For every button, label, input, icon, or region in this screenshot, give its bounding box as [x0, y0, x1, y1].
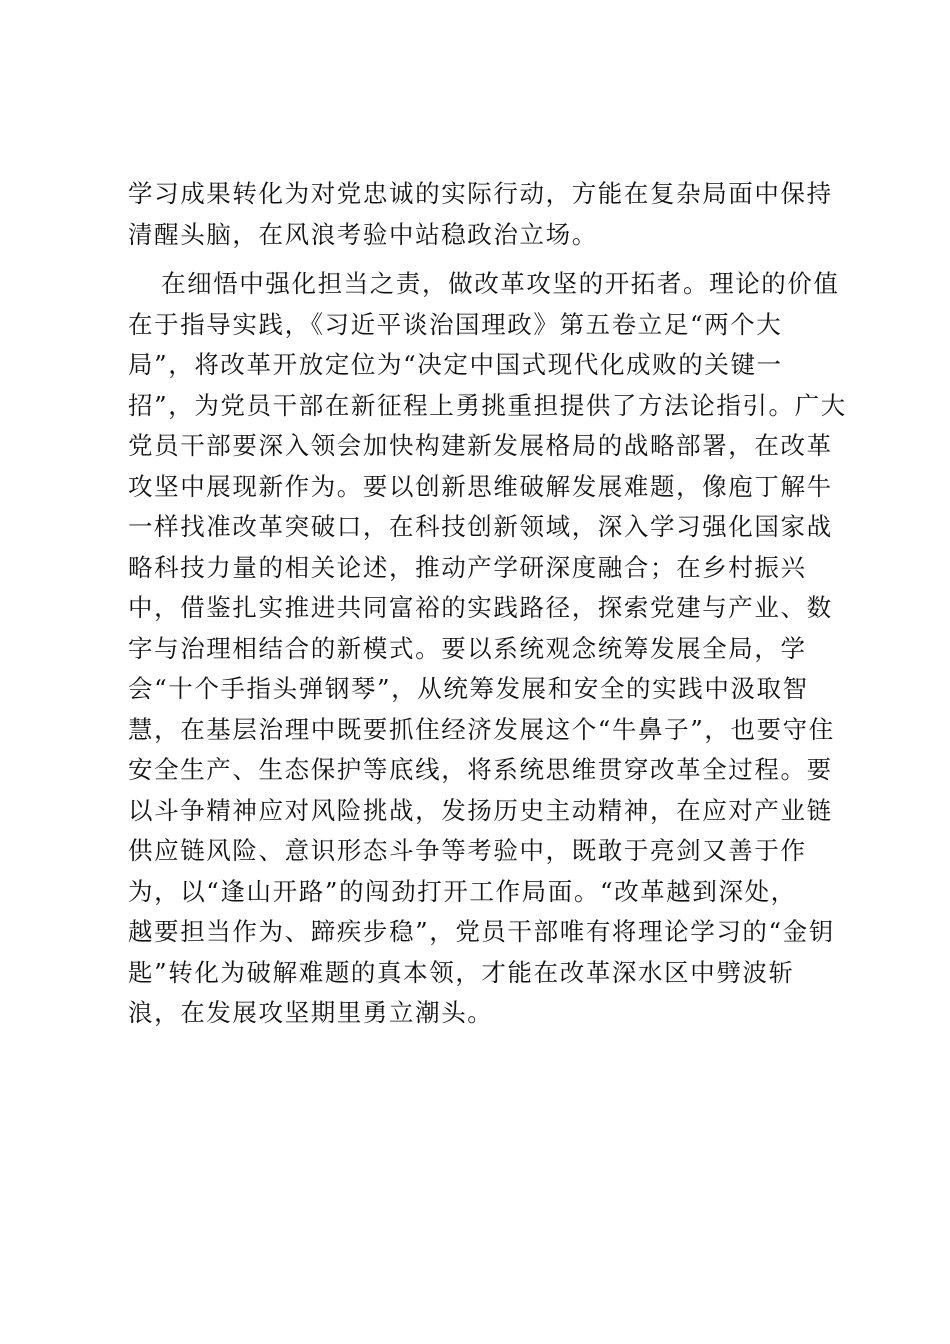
paragraph-2-line: 字与治理相结合的新模式。要以系统观念统筹发展全局，学: [128, 633, 807, 663]
paragraph-2-line: 供应链风险、意识形态斗争等考验中，既敢于亮剑又善于作: [128, 836, 807, 865]
paragraph-2-line: 安全生产、生态保护等底线，将系统思维贯穿改革全过程。要: [128, 755, 833, 784]
paragraph-2-line: 越要担当作为、蹄疾步稳”，党员干部唯有将理论学习的“金钥: [128, 917, 835, 946]
paragraph-2-line: 党员干部要深入领会加快构建新发展格局的战略部署，在改革: [128, 431, 833, 460]
paragraph-1: [128, 174, 833, 255]
paragraph-2-line: 为，以“逢山开路”的闯劲打开工作局面。“改革越到深处，: [128, 876, 797, 906]
paragraph-1-line: 清醒头脑，在风浪考验中站稳政治立场。: [128, 219, 598, 249]
paragraph-2-line: 匙”转化为破解难题的真本领，才能在改革深水区中劈波斩: [128, 957, 795, 987]
paragraph-2-line: 攻坚中展现新作为。要以创新思维破解发展难题，像庖丁解牛: [128, 471, 833, 501]
paragraph-2-line: 略科技力量的相关论述，推动产学研深度融合；在乡村振兴: [128, 552, 807, 582]
paragraph-1-line: 学习成果转化为对党忠诚的实际行动，方能在复杂局面中保持: [128, 179, 833, 208]
paragraph-2-line: 在于指导实践，《习近平谈治国理政》第五卷立足“两个大: [128, 309, 783, 339]
paragraph-2-line: 会“十个手指头弹钢琴”，从统筹发展和安全的实践中汲取智: [128, 674, 809, 703]
paragraph-2-line: 浪，在发展攻坚期里勇立潮头。: [128, 998, 494, 1027]
paragraph-2-line: 一样找准改革突破口，在科技创新领域，深入学习强化国家战: [128, 512, 833, 541]
paragraph-2-line: 慧，在基层治理中既要抓住经济发展这个“牛鼻子”，也要守住: [128, 714, 835, 744]
paragraph-2-line: 中，借鉴扎实推进共同富裕的实践路径，探索党建与产业、数: [128, 593, 833, 622]
paragraph-2-line: 在细悟中强化担当之责，做改革攻坚的开拓者。理论的价值: [161, 269, 840, 298]
paragraph-2-line: 招”，为党员干部在新征程上勇挑重担提供了方法论指引。广大: [128, 390, 847, 420]
paragraph-2: [128, 264, 847, 1034]
paragraph-2-line: 以斗争精神应对风险挑战，发扬历史主动精神，在应对产业链: [128, 795, 833, 825]
paragraph-2-line: 局”，将改革开放定位为“决定中国式现代化成败的关键一: [128, 350, 783, 379]
